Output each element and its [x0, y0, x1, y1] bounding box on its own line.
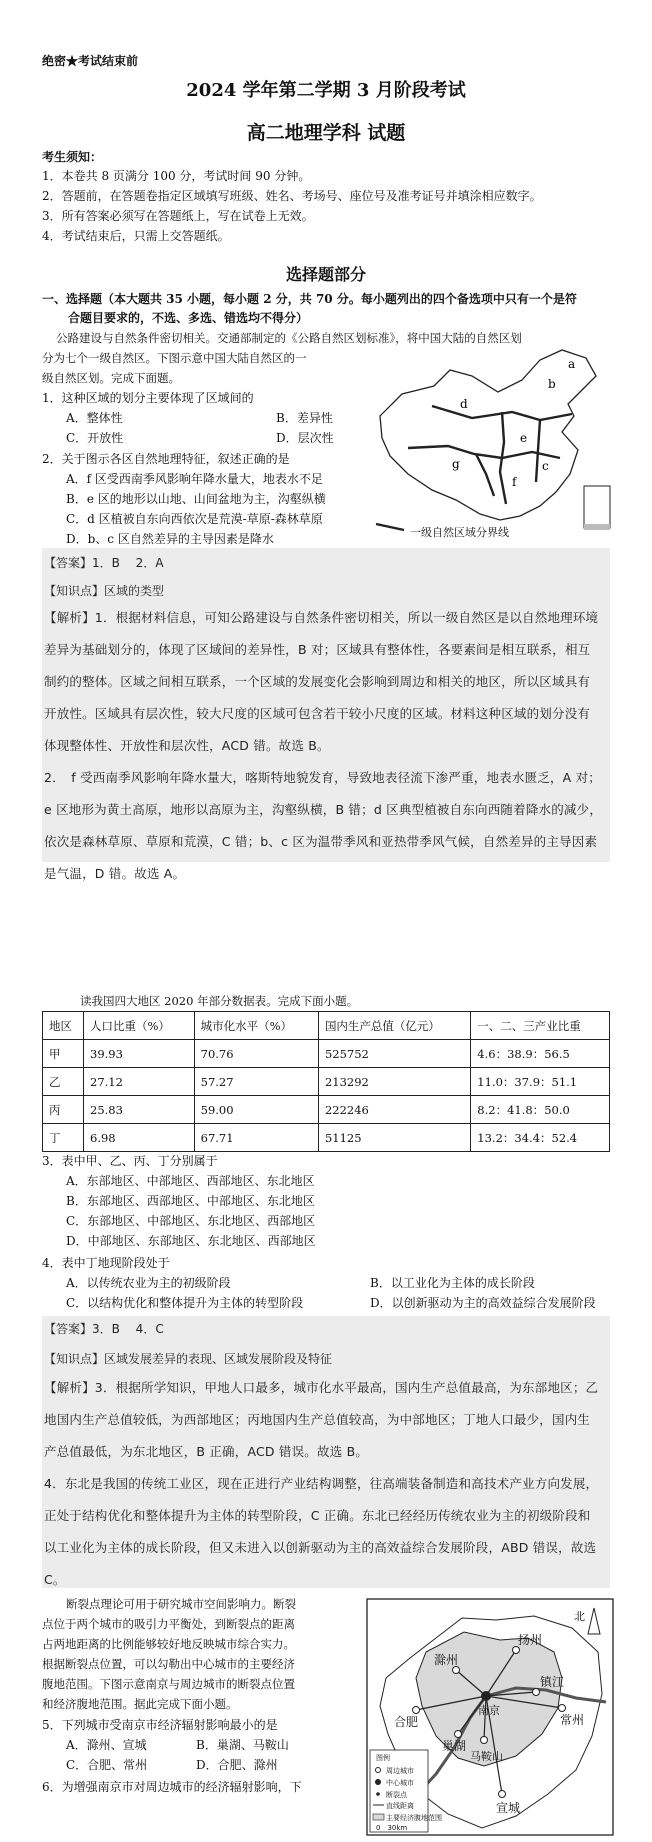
- explanation-line: 【解析】1．根据材料信息，可知公路建设与自然条件密切相关，所以一级自然区是以自然地理环境: [44, 610, 599, 625]
- q4-option-d[interactable]: D．以创新驱动为主的高效益综合发展阶段: [370, 1296, 596, 1310]
- knowledge-point: 【知识点】区域的类型: [44, 584, 165, 598]
- city-marker: [413, 1707, 420, 1714]
- q5-option-a[interactable]: A．滁州、宣城: [66, 1738, 147, 1752]
- question-1-stem: 1．这种区域的划分主要体现了区域间的: [42, 391, 254, 405]
- region-boundary: [536, 420, 540, 482]
- table-cell: 13.2：34.4：52.4: [471, 1124, 610, 1152]
- table-cell: 丙: [43, 1096, 84, 1124]
- legend-title: 图例: [376, 1754, 390, 1762]
- city-label: 镇江: [540, 1675, 565, 1689]
- table-cell: 丁: [43, 1124, 84, 1152]
- table-row: [43, 1040, 610, 1068]
- table-cell: 51125: [318, 1124, 470, 1152]
- region-label: e: [520, 431, 528, 445]
- table-row: [43, 1096, 610, 1124]
- q2-option-d[interactable]: D．b、c 区自然差异的主导因素是降水: [66, 532, 274, 546]
- table-row: [43, 1124, 610, 1152]
- part-heading-line: 一、选择题（本大题共 35 小题，每小题 2 分，共 70 分。每小题列出的四个备选项中只有一个是符: [42, 292, 577, 306]
- city-label: 南京: [478, 1704, 500, 1717]
- city-marker: [499, 1791, 506, 1798]
- table-cell: 525752: [318, 1040, 470, 1068]
- table-cell: 67.71: [194, 1124, 318, 1152]
- question-6-stem: 6．为增强南京市对周边城市的经济辐射影响，下: [42, 1780, 302, 1794]
- table-cell: 11.0：37.9：51.1: [471, 1068, 610, 1096]
- explanation-line: C。: [44, 1572, 66, 1587]
- q4-option-c[interactable]: C．以结构优化和整体提升为主体的转型阶段: [66, 1296, 304, 1310]
- explanation-line: 是气温，D 错。故选 A。: [44, 866, 186, 881]
- table-cell: 39.93: [84, 1040, 195, 1068]
- q1-option-d[interactable]: D．层次性: [276, 431, 334, 445]
- region-label: b: [548, 377, 556, 391]
- table-cell: 213292: [318, 1068, 470, 1096]
- china-natural-region-map: [372, 346, 617, 546]
- q3-option-b[interactable]: B．东部地区、西部地区、中部地区、东北地区: [66, 1194, 315, 1208]
- city-marker: [453, 1667, 460, 1674]
- table-header-cell: 城市化水平（%）: [194, 1012, 318, 1040]
- nanjing-hinterland-map: [366, 1598, 614, 1836]
- q5-option-b[interactable]: B．巢湖、马鞍山: [196, 1738, 289, 1752]
- material-line: 和经济腹地范围。据此完成下面小题。: [42, 1697, 238, 1711]
- exam-subtitle: 高二地理学科 试题: [246, 122, 406, 144]
- explanation-line: 4．东北是我国的传统工业区，现在正进行产业结构调整，往高端装备制造和高技术产业方向发展，: [44, 1476, 599, 1491]
- table-cell: 222246: [318, 1096, 470, 1124]
- table-cell: 6.98: [84, 1124, 195, 1152]
- notice-list: [42, 166, 542, 246]
- legend-item: 断裂点: [386, 1791, 407, 1799]
- q1-option-a[interactable]: A．整体性: [66, 411, 123, 425]
- explanation-line: 依次是森林草原、草原和荒漠，C 错；b、c 区为温带季风和亚热带季风气候，自然差异的主导因素: [44, 834, 598, 849]
- q3-option-c[interactable]: C．东部地区、中部地区、东北地区、西部地区: [66, 1214, 316, 1228]
- north-label: 北: [574, 1610, 585, 1623]
- q4-option-a[interactable]: A．以传统农业为主的初级阶段: [66, 1276, 231, 1290]
- q3-option-d[interactable]: D．中部地区、东部地区、东北地区、西部地区: [66, 1234, 316, 1248]
- table-row: [43, 1068, 610, 1096]
- part-heading: [42, 290, 622, 328]
- answer-block-1: [42, 548, 610, 881]
- table-cell: 59.00: [194, 1096, 318, 1124]
- question-2-stem: 2．关于图示各区自然地理特征，叙述正确的是: [42, 452, 290, 466]
- explanation-line: 2． f 受西南季风影响年降水量大，喀斯特地貌发育，导致地表径流下渗严重，地表水匮乏，A 对；: [44, 770, 602, 785]
- explanation-line: 开放性。区域具有层次性，较大尺度的区域可包含若干较小尺度的区域。材料这种区域的划分没有: [44, 706, 591, 721]
- region-label: d: [460, 397, 468, 411]
- notice-item: 2．答题前，在答题卷指定区域填写班级、姓名、考场号、座位号及准考证号并填涂相应数字。: [42, 189, 542, 203]
- confidential-mark: 绝密★考试结束前: [42, 54, 139, 68]
- city-label: 巢湖: [442, 1739, 467, 1753]
- explanation-line: 正处于结构优化和整体提升为主体的转型阶段，C 正确。东北已经经历传统农业为主的初级阶段和: [44, 1508, 591, 1523]
- explanation-line: 制约的整体。区域之间相互联系，一个区域的发展变化会影响到周边和相关的地区，所以区域具有: [44, 674, 591, 689]
- answer-block-2: [42, 1316, 610, 1588]
- explanation: [44, 1372, 598, 1596]
- region-boundary: [476, 454, 494, 496]
- part-heading-line: 合题目要求的，不选、多选、错选均不得分）: [68, 311, 309, 325]
- explanation-line: 体现整体性、开放性和层次性，ACD 错。故选 B。: [44, 738, 330, 753]
- table-header-cell: 国内生产总值（亿元）: [318, 1012, 470, 1040]
- explanation-line: e 区地形为黄土高原，地形以高原为主，沟壑纵横，B 错；d 区典型植被自东向西随着降水的减少，: [44, 802, 603, 817]
- q1-option-b[interactable]: B．差异性: [276, 411, 333, 425]
- material-line: 根据断裂点位置，可以勾勒出中心城市的主要经济: [42, 1657, 295, 1671]
- material-line: 断裂点理论可用于研究城市空间影响力。断裂: [66, 1597, 296, 1611]
- table-header-cell: 人口比重（%）: [84, 1012, 195, 1040]
- table-cell: 27.12: [84, 1068, 195, 1096]
- table-cell: 4.6：38.9：56.5: [471, 1040, 610, 1068]
- city-marker: [559, 1705, 566, 1712]
- region-label: a: [568, 357, 576, 371]
- q5-option-c[interactable]: C．合肥、常州: [66, 1758, 148, 1772]
- city-label: 宣城: [496, 1801, 521, 1815]
- table-cell: 25.83: [84, 1096, 195, 1124]
- explanation-line: 地国内生产总值较低，为西部地区；丙地国内生产总值较高，为中部地区；丁地人口最少，国内生: [44, 1412, 591, 1427]
- section-title: 选择题部分: [285, 265, 366, 284]
- legend-item: 直线距离: [386, 1802, 414, 1810]
- q2-option-a[interactable]: A．f 区受西南季风影响年降水量大，地表水不足: [66, 472, 323, 486]
- q2-option-b[interactable]: B．e 区的地形以山地、山间盆地为主，沟壑纵横: [66, 492, 326, 506]
- table-cell: 8.2：41.8：50.0: [471, 1096, 610, 1124]
- table-cell: 甲: [43, 1040, 84, 1068]
- table-header-cell: 地区: [43, 1012, 84, 1040]
- south-sea-inset: [584, 486, 610, 528]
- q1-option-c[interactable]: C．开放性: [66, 431, 124, 445]
- notice-item: 1．本卷共 8 页满分 100 分，考试时间 90 分钟。: [42, 169, 311, 183]
- region-label: g: [452, 457, 460, 471]
- city-label: 扬州: [518, 1633, 543, 1647]
- notice-item: 4．考试结束后，只需上交答题纸。: [42, 229, 230, 243]
- explanation-line: 差异为基础划分的，体现了区域间的差异性，B 对；区域具有整体性，各要素间是相互联系，相互: [44, 642, 591, 657]
- china-outline: [380, 350, 596, 520]
- notice-heading: 考生须知：: [42, 150, 103, 164]
- city-marker: [513, 1647, 520, 1654]
- region-data-table: [42, 1011, 610, 1152]
- q2-option-c[interactable]: C．d 区植被自东向西依次是荒漠-草原-森林草原: [66, 512, 323, 526]
- q3-option-a[interactable]: A．东部地区、中部地区、西部地区、东北地区: [66, 1174, 315, 1188]
- explanation-line: 产总值最低，为东北地区，B 正确，ACD 错误。故选 B。: [44, 1444, 369, 1459]
- q4-option-b[interactable]: B．以工业化为主体的成长阶段: [370, 1276, 535, 1290]
- city-label: 合肥: [394, 1715, 419, 1729]
- table-intro: 读我国四大地区 2020 年部分数据表。完成下面小题。: [80, 994, 359, 1008]
- notice-item: 3．所有答案必须写在答题纸上，写在试卷上无效。: [42, 209, 314, 223]
- material-line: 公路建设与自然条件密切相关。交通部制定的《公路自然区划标准》，将中国大陆的自然区划: [56, 331, 522, 345]
- table-header-cell: 一、二、三产业比重: [471, 1012, 610, 1040]
- explanation-line: 以工业化为主体的成长阶段，但又未进入以创新驱动为主的高效益综合发展阶段，ABD 错误，故选: [44, 1540, 597, 1555]
- legend-item: 主要经济腹地范围: [386, 1814, 442, 1822]
- question-5-stem: 5．下列城市受南京市经济辐射影响最小的是: [42, 1718, 278, 1732]
- question-3-stem: 3．表中甲、乙、丙、丁分别属于: [42, 1154, 218, 1168]
- material-line: 分为七个一级自然区。下图示意中国大陆自然区的一: [42, 351, 307, 365]
- q5-option-d[interactable]: D．合肥、滁州: [196, 1758, 278, 1772]
- region-label: c: [542, 459, 549, 473]
- answer-label: 【答案】3．B 4．C: [44, 1322, 164, 1336]
- answer-label: 【答案】1．B 2．A: [44, 556, 164, 570]
- material-line: 占两地距离的比例能够较好地反映城市综合实力。: [42, 1637, 295, 1651]
- city-label: 滁州: [434, 1653, 459, 1667]
- question-4-stem: 4．表中丁地现阶段处于: [42, 1256, 170, 1270]
- legend-item: 周边城市: [386, 1767, 414, 1775]
- explanation-line: 【解析】3．根据所学知识，甲地人口最多，城市化水平最高，国内生产总值最高，为东部地区；乙: [44, 1380, 599, 1395]
- legend-item: 中心城市: [386, 1779, 414, 1787]
- city-marker: [481, 1737, 488, 1744]
- city-marker: [533, 1689, 540, 1696]
- scale-label: 0 30km: [376, 1824, 408, 1832]
- table-cell: 70.76: [194, 1040, 318, 1068]
- city-label: 常州: [560, 1713, 585, 1727]
- material-line: 级自然区划。完成下面题。: [42, 371, 180, 385]
- table-cell: 57.27: [194, 1068, 318, 1096]
- explanation: [44, 602, 602, 890]
- exam-title: 2024 学年第二学期 3 月阶段考试: [186, 80, 466, 101]
- city-marker: [455, 1731, 462, 1738]
- table-header-row: [43, 1012, 610, 1040]
- table-cell: 乙: [43, 1068, 84, 1096]
- center-city-marker: [481, 1691, 491, 1701]
- region-label: f: [512, 475, 517, 489]
- map-legend-label: 一级自然区域分界线: [410, 526, 509, 539]
- material-line: 腹地范围。下图示意南京与周边城市的断裂点位置: [42, 1677, 295, 1691]
- knowledge-point: 【知识点】区域发展差异的表现、区域发展阶段及特征: [44, 1352, 333, 1366]
- material-line: 点位于两个城市的吸引力平衡处，到断裂点的距离: [42, 1617, 295, 1631]
- city-label: 马鞍山: [470, 1750, 503, 1763]
